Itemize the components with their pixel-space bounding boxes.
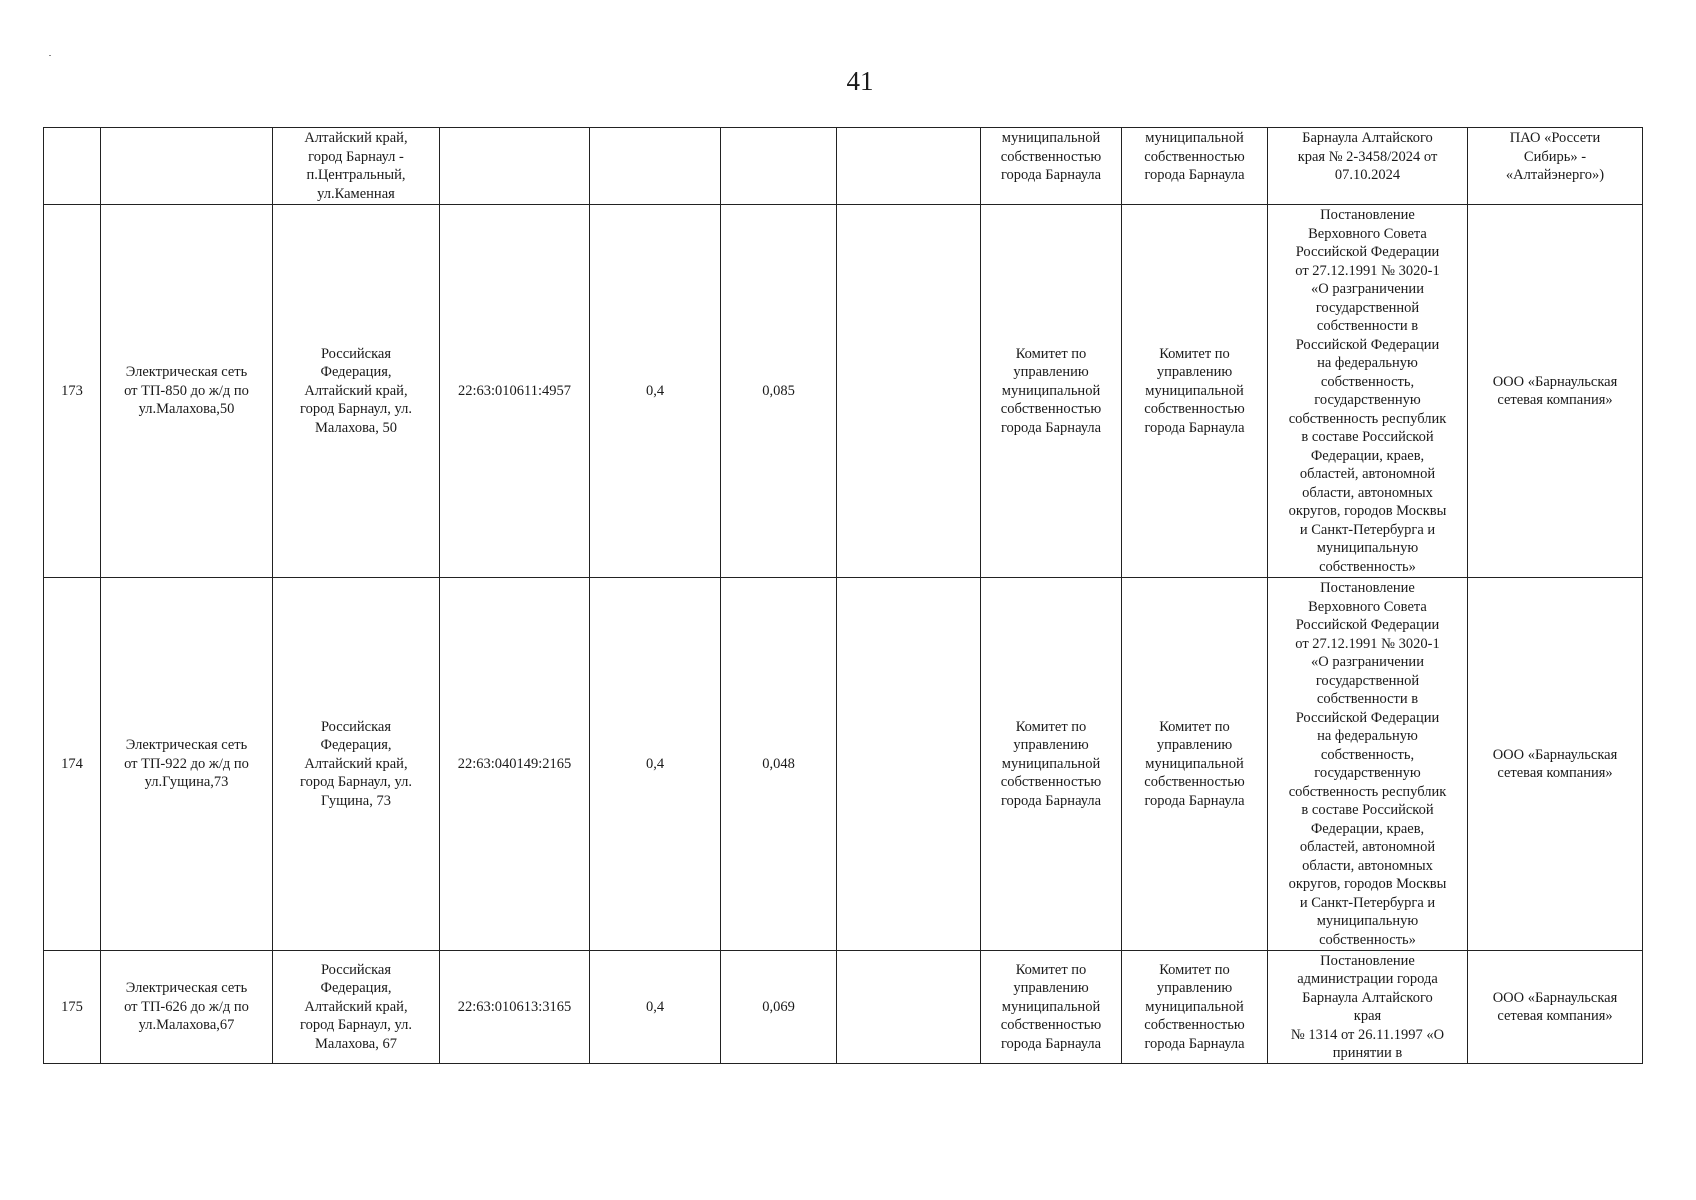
row-number-cell bbox=[44, 128, 101, 205]
cadastral-number-text: 22:63:040149:2165 bbox=[457, 755, 572, 772]
management-body-cell bbox=[1122, 128, 1268, 205]
rights-holder-cell bbox=[981, 578, 1122, 951]
rights-holder-cell bbox=[981, 205, 1122, 578]
empty-cell bbox=[837, 205, 981, 578]
address-text: Российская Федерация, Алтайский край, город Барнаул, ул. Малахова, 50 bbox=[300, 345, 412, 436]
address-cell bbox=[273, 951, 440, 1064]
legal-basis-text: Постановление Верховного Совета Российской Федерации от 27.12.1991 № 3020-1 «О разграничении государственной собственности в Российской Федерации на федеральную собственность, государственную собственность республик в составе Российской Федерации, краев, областей, автономной области, автономных округов, городов Москвы и Санкт-Петербурга и муниципальную собственность» bbox=[1288, 580, 1447, 948]
object-name-cell bbox=[101, 578, 273, 951]
rights-holder-text: муниципальной собственностью города Барнаула bbox=[1000, 130, 1102, 183]
operator-text: ПАО «Россети Сибирь» - «Алтайэнерго») bbox=[1505, 130, 1605, 183]
operator-cell bbox=[1468, 578, 1643, 951]
row-number-text: 174 bbox=[61, 755, 83, 772]
object-name-text: Электрическая сеть от ТП-626 до ж/д по ул.Малахова,67 bbox=[124, 980, 249, 1034]
rights-holder-cell bbox=[981, 951, 1122, 1064]
management-body-text: Комитет по управлению муниципальной собственностью города Барнаула bbox=[1144, 718, 1245, 809]
row-number-cell bbox=[44, 205, 101, 578]
management-body-cell bbox=[1122, 951, 1268, 1064]
table-row bbox=[44, 578, 1643, 951]
cadastral-number-text: 22:63:010611:4957 bbox=[457, 382, 572, 399]
operator-cell bbox=[1468, 205, 1643, 578]
object-name-cell bbox=[101, 205, 273, 578]
address-text: Алтайский край, город Барнаул - п.Центральный, ул.Каменная bbox=[304, 130, 408, 202]
table-row bbox=[44, 951, 1643, 1064]
management-body-text: Комитет по управлению муниципальной собственностью города Барнаула bbox=[1144, 345, 1245, 436]
empty-cell bbox=[837, 578, 981, 951]
page-number: 41 bbox=[846, 66, 874, 96]
operator-text: ООО «Барнаульская сетевая компания» bbox=[1492, 746, 1618, 781]
operator-cell bbox=[1468, 951, 1643, 1064]
table-row bbox=[44, 128, 1643, 205]
rights-holder-text: Комитет по управлению муниципальной собственностью города Барнаула bbox=[1000, 718, 1102, 809]
voltage-cell bbox=[590, 128, 721, 205]
row-number-cell bbox=[44, 951, 101, 1064]
length-cell bbox=[721, 128, 837, 205]
operator-text: ООО «Барнаульская сетевая компания» bbox=[1492, 373, 1618, 408]
length-text: 0,048 bbox=[762, 755, 795, 772]
row-number-text: 175 bbox=[61, 998, 83, 1015]
legal-basis-text: Постановление Верховного Совета Российской Федерации от 27.12.1991 № 3020-1 «О разграничении государственной собственности в Российской Федерации на федеральную собственность, государственную собственность республик в составе Российской Федерации, краев, областей, автономной области, автономных округов, городов Москвы и Санкт-Петербурга и муниципальную собственность» bbox=[1288, 207, 1447, 575]
voltage-text: 0,4 bbox=[645, 382, 665, 399]
management-body-cell bbox=[1122, 578, 1268, 951]
property-registry-table bbox=[43, 127, 1643, 1064]
cadastral-number-cell bbox=[440, 951, 590, 1064]
length-cell bbox=[721, 205, 837, 578]
rights-holder-text: Комитет по управлению муниципальной собственностью города Барнаула bbox=[1000, 345, 1102, 436]
legal-basis-cell bbox=[1268, 951, 1468, 1064]
object-name-text: Электрическая сеть от ТП-922 до ж/д по ул.Гущина,73 bbox=[124, 737, 249, 791]
object-name-cell bbox=[101, 951, 273, 1064]
legal-basis-cell bbox=[1268, 128, 1468, 205]
address-cell bbox=[273, 578, 440, 951]
legal-basis-cell bbox=[1268, 205, 1468, 578]
object-name-cell bbox=[101, 128, 273, 205]
cadastral-number-cell bbox=[440, 205, 590, 578]
address-cell bbox=[273, 128, 440, 205]
management-body-text: Комитет по управлению муниципальной собственностью города Барнаула bbox=[1144, 961, 1245, 1052]
operator-cell bbox=[1468, 128, 1643, 205]
length-text: 0,069 bbox=[762, 998, 795, 1015]
operator-text: ООО «Барнаульская сетевая компания» bbox=[1492, 989, 1618, 1024]
legal-basis-text: Барнаула Алтайского края № 2-3458/2024 от 07.10.2024 bbox=[1297, 130, 1438, 183]
management-body-cell bbox=[1122, 205, 1268, 578]
address-text: Российская Федерация, Алтайский край, город Барнаул, ул. Малахова, 67 bbox=[300, 961, 412, 1052]
legal-basis-cell bbox=[1268, 578, 1468, 951]
address-text: Российская Федерация, Алтайский край, город Барнаул, ул. Гущина, 73 bbox=[300, 718, 412, 809]
row-number-cell bbox=[44, 578, 101, 951]
cadastral-number-text: 22:63:010613:3165 bbox=[457, 998, 572, 1015]
rights-holder-cell bbox=[981, 128, 1122, 205]
length-cell bbox=[721, 951, 837, 1064]
length-text: 0,085 bbox=[762, 382, 795, 399]
voltage-cell bbox=[590, 205, 721, 578]
voltage-text: 0,4 bbox=[645, 998, 665, 1015]
table-row bbox=[44, 205, 1643, 578]
voltage-text: 0,4 bbox=[645, 755, 665, 772]
voltage-cell bbox=[590, 951, 721, 1064]
empty-cell bbox=[837, 128, 981, 205]
voltage-cell bbox=[590, 578, 721, 951]
row-number-text: 173 bbox=[61, 382, 83, 399]
cadastral-number-cell bbox=[440, 578, 590, 951]
object-name-text: Электрическая сеть от ТП-850 до ж/д по ул.Малахова,50 bbox=[124, 364, 249, 418]
cadastral-number-cell bbox=[440, 128, 590, 205]
management-body-text: муниципальной собственностью города Барнаула bbox=[1144, 130, 1245, 183]
length-cell bbox=[721, 578, 837, 951]
rights-holder-text: Комитет по управлению муниципальной собственностью города Барнаула bbox=[1000, 961, 1102, 1052]
legal-basis-text: Постановление администрации города Барнаула Алтайского края № 1314 от 26.11.1997 «О принятии в bbox=[1290, 952, 1445, 1061]
scan-mark bbox=[49, 55, 51, 56]
empty-cell bbox=[837, 951, 981, 1064]
address-cell bbox=[273, 205, 440, 578]
